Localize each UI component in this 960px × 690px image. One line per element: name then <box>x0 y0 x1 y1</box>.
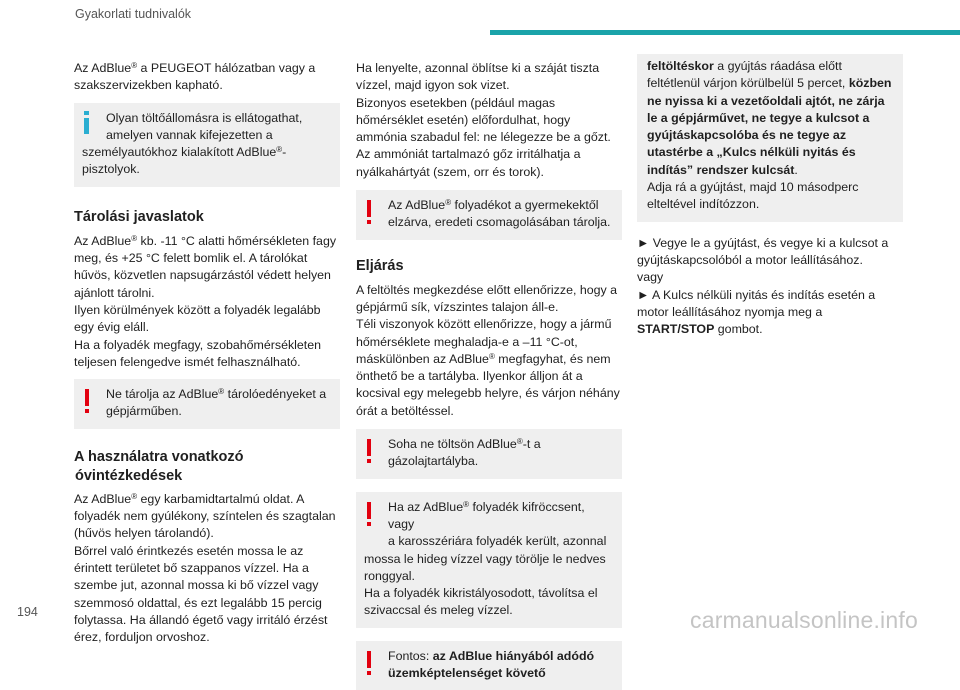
intro-paragraph: Az AdBlue® a PEUGEOT hálózatban vagy a szakszervizekben kapható. <box>74 61 316 93</box>
info-icon <box>84 111 89 133</box>
swallow-paragraph: Ha lenyelte, azonnal öblítse ki a száját tiszta vízzel, majd igyon sok vizet. <box>356 61 600 93</box>
step-keyless-stop: ► A Kulcs nélküli nyitás és indítás esetén a motor leállításához nyomja meg a START/STOP gombot. <box>637 287 876 337</box>
warning-box: Az AdBlue® folyadékot a gyermekektől elzárva, eredeti csomagolásában tárolja. <box>356 190 622 240</box>
or-text: vagy <box>637 270 664 285</box>
precaution-paragraph-1: Az AdBlue® egy karbamidtartalmú oldat. A folyadék nem gyúlékony, színtelen és szagtalan (hűvös helyen tárolandó). <box>74 491 336 541</box>
warning-box: Ha az AdBlue® folyadék kifröccsent, vagy a karosszériára folyadék került, azonnal mossa le hideg vízzel vagy törölje le nedves ronggyal. Ha a folyadék kikristályosodott, távolítsa el szivaccsal és meleg vízzel. <box>356 492 622 628</box>
running-header: Gyakorlati tudnivalók <box>75 7 192 21</box>
section-title-procedure: Eljárás <box>356 257 404 274</box>
storage-paragraph-3: Ha a folyadék megfagy, szobahőmérsékleten teljesen felengedve ismét felhasználható. <box>74 337 322 369</box>
watermark: carmanualsonline.info <box>690 607 918 633</box>
continued-warning-box: feltöltéskor a gyújtás ráadása előtt feltétlenül várjon körülbelül 5 percet, közben ne nyissa ki a vezetőoldali ajtót, ne zárja le a gépjárművet, ne tegye a kulcsot a gyújtáskapcsolóba és ne tegye az utastérbe a „Kulcs nélküli nyitás és indítás” rendszer kulcsát. Adja rá a gyújtást, majd 10 másodperc elteltével indítózzon. <box>637 54 903 222</box>
warning-icon <box>367 200 371 226</box>
warning-icon <box>367 651 371 677</box>
warning-box: Soha ne töltsön AdBlue®-t a gázolajtartályba. <box>356 429 622 479</box>
warning-icon <box>367 439 371 465</box>
column-1 <box>74 60 340 646</box>
header-accent-bar <box>490 30 960 35</box>
page-number: 194 <box>17 605 38 619</box>
ammonia-paragraph: Bizonyos esetekben (például magas hőmérséklet esetén) előfordulhat, hogy ammónia szabadul fel: ne lélegezze be a gőzt. Az ammóniát tartalmazó gőz irritálhatja a nyálkahártyát (szem, orr és torok). <box>356 95 611 179</box>
warning-box: Ne tárolja az AdBlue® tárolóedényeket a gépjárműben. <box>74 379 340 429</box>
procedure-paragraph-2: Téli viszonyok között ellenőrizze, hogy a jármű hőmérséklete meghaladja-e a –11 °C-ot, máskülönben az AdBlue® megfagyhat, és nem önthető be a tartályba. Ilyenkor álljon át a kocsival egy melegebb helyre, és várjon néhány órát a betöltéssel. <box>356 317 620 418</box>
storage-paragraph-1: Az AdBlue® kb. -11 °C alatti hőmérsékleten fagy meg, és +25 °C felett bomlik el. A tárolókat hűvös, közvetlen napsugárzástól védett helyen ajánlott tárolni. <box>74 233 337 300</box>
storage-paragraph-2: Ilyen körülmények között a folyadék legalább egy évig eláll. <box>74 302 321 335</box>
warning-icon <box>85 389 89 415</box>
section-title-storage: Tárolási javaslatok <box>74 208 204 225</box>
warning-icon <box>367 502 371 528</box>
column-2 <box>356 60 622 690</box>
column-3 <box>637 54 903 338</box>
warning-box: Fontos: az AdBlue hiányából adódó üzemképtelenséget követő <box>356 641 622 690</box>
procedure-paragraph-1: A feltöltés megkezdése előtt ellenőrizze, hogy a gépjármű sík, vízszintes talajon áll-e. <box>356 282 618 314</box>
section-title-precautions: A használatra vonatkozó óvintézkedések <box>74 448 244 484</box>
info-box: Olyan töltőállomásra is ellátogathat, amelyen vannak kifejezetten a személyautókhoz kialakított AdBlue®-pisztolyok. <box>74 103 340 187</box>
step-stop-engine: ► Vegye le a gyújtást, és vegye ki a kulcsot a gyújtáskapcsolóból a motor leállításához. <box>637 235 889 267</box>
precaution-paragraph-2: Bőrrel való érintkezés esetén mossa le az érintett területet bő szappanos vízzel. Ha a szembe jut, azonnal mossa ki bő vízzel vagy szemmosó oldattal, és ezt legalább 15 percig folytassa. Ha állandó égető vagy irritáló érzést érez, forduljon orvoshoz. <box>74 543 328 645</box>
